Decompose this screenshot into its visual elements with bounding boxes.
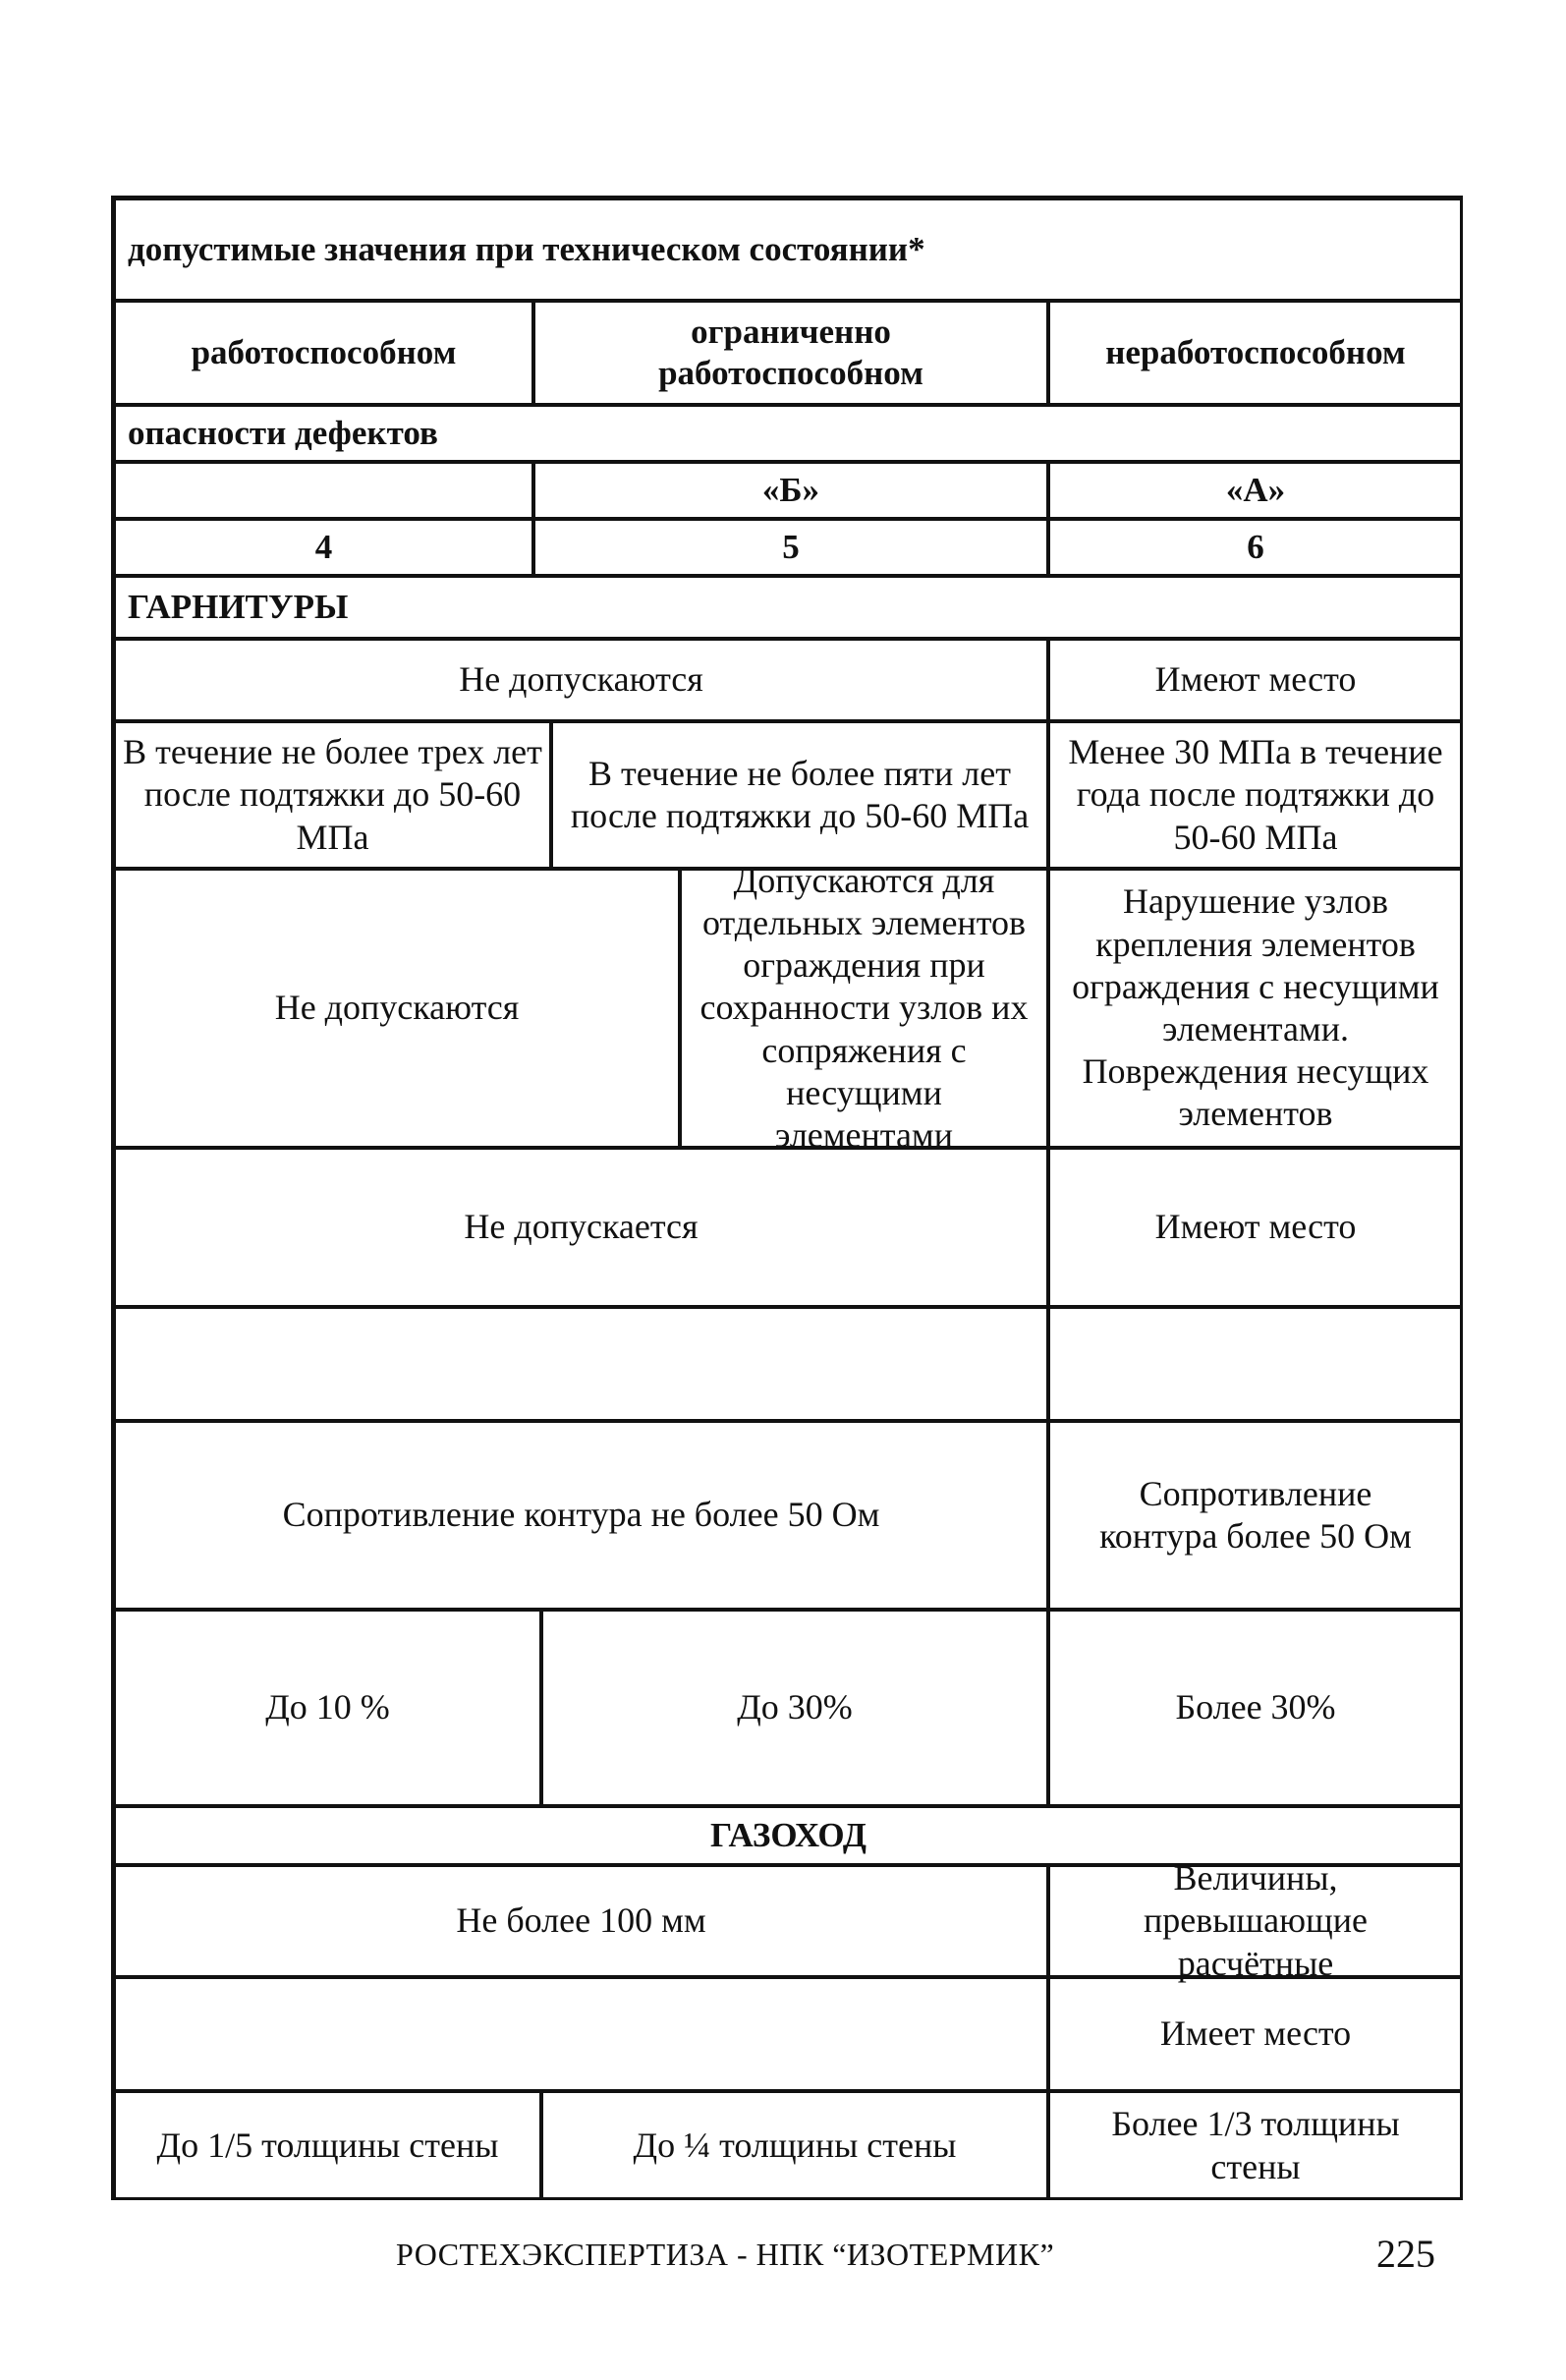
table-header-title: допустимые значения при техническом состоянии*	[114, 198, 1463, 301]
technical-condition-table	[111, 196, 1463, 2200]
table-cell: Допускаются для отдельных элементов ограждения при сохранности узлов их сопряжения с несущими элементами	[680, 869, 1048, 1148]
table-cell: До ¼ толщины стены	[541, 2091, 1048, 2200]
category-b: «Б»	[533, 462, 1048, 519]
table-cell	[1048, 1307, 1463, 1421]
section-gazokhod: ГАЗОХОД	[114, 1806, 1463, 1865]
table-cell: Сопротивление контура более 50 Ом	[1048, 1421, 1463, 1610]
table-cell: До 1/5 толщины стены	[114, 2091, 541, 2200]
table-cell: Имеют место	[1048, 639, 1463, 721]
table-cell: До 10 %	[114, 1610, 541, 1806]
table-cell: Имеют место	[1048, 1148, 1463, 1307]
table-cell: В течение не более пяти лет после подтяжки до 50-60 МПа	[551, 721, 1048, 869]
table-cell: Имеет место	[1048, 1977, 1463, 2091]
table-cell	[114, 1307, 1048, 1421]
category-a: «А»	[1048, 462, 1463, 519]
table-cell: Не более 100 мм	[114, 1865, 1048, 1977]
table-cell: Не допускаются	[114, 869, 680, 1148]
table-cell: Более 1/3 толщины стены	[1048, 2091, 1463, 2200]
page-number: 225	[1376, 2232, 1435, 2276]
column-header-unworkable: неработоспособном	[1048, 301, 1463, 405]
table-cell: Менее 30 МПа в течение года после подтяжки до 50-60 МПа	[1048, 721, 1463, 869]
defect-danger-label: опасности дефектов	[114, 405, 1463, 462]
column-number-6: 6	[1048, 519, 1463, 576]
category-empty-cell	[114, 462, 533, 519]
column-number-5: 5	[533, 519, 1048, 576]
table-cell: Не допускаются	[114, 639, 1048, 721]
table-cell: Сопротивление контура не более 50 Ом	[114, 1421, 1048, 1610]
table-cell: Величины, превышающие расчётные	[1048, 1865, 1463, 1977]
column-header-workable: работоспособном	[114, 301, 533, 405]
section-garnitury: ГАРНИТУРЫ	[114, 576, 1463, 639]
table-cell: Нарушение узлов крепления элементов ограждения с несущими элементами. Повреждения несущих элементов	[1048, 869, 1463, 1148]
table-cell: Более 30%	[1048, 1610, 1463, 1806]
column-header-limited: ограниченно работоспособном	[533, 301, 1048, 405]
page-footer	[111, 2231, 1463, 2290]
table-cell: До 30%	[541, 1610, 1048, 1806]
table-cell: Не допускается	[114, 1148, 1048, 1307]
table-cell	[114, 1977, 1048, 2091]
column-number-4: 4	[114, 519, 533, 576]
footer-title: РОСТЕХЭКСПЕРТИЗА - НПК “ИЗОТЕРМИК”	[396, 2237, 1055, 2272]
table-cell: В течение не более трех лет после подтяжки до 50-60 МПа	[114, 721, 551, 869]
